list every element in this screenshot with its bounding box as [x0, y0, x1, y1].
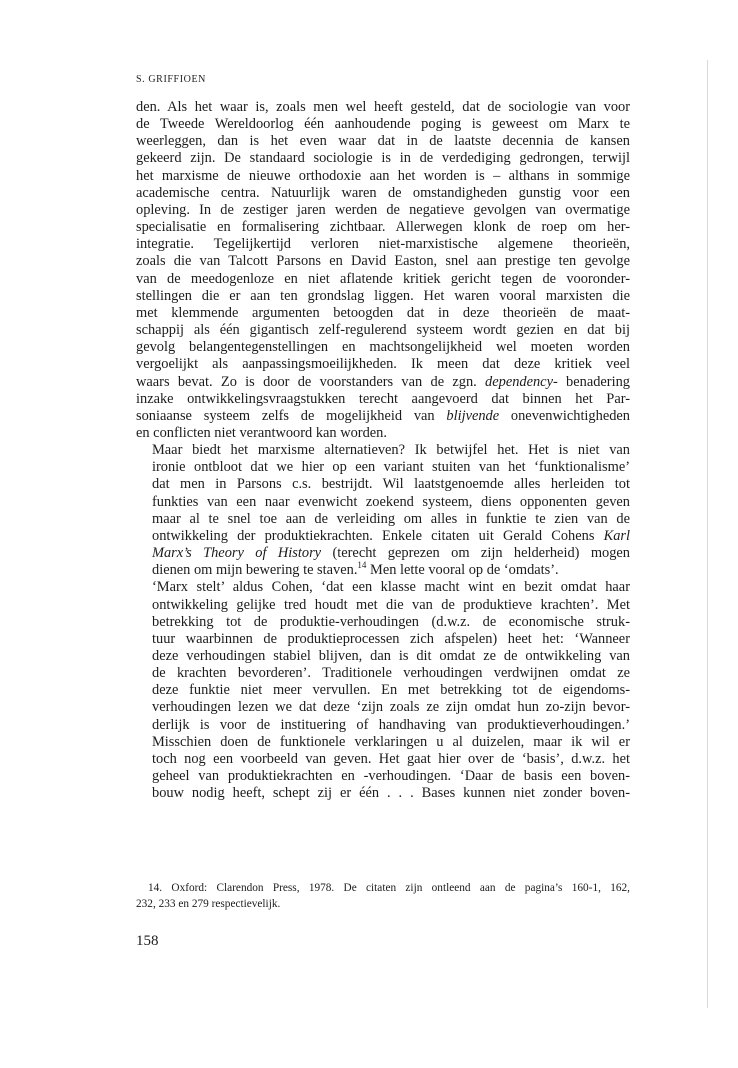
text-line: Maar biedt het marxisme alternatieven? Ik betwijfel het. Het is niet van	[152, 442, 630, 459]
text-line: soniaanse systeem zelfs de mogelijkheid van blijvende onevenwichtigheden	[136, 407, 630, 424]
text-line: academische centra. Natuurlijk waren de omstandigheden gunstig voor een	[136, 184, 630, 201]
text-line: inzake ontwikkelingsvraagstukken terecht aangevoerd dat binnen het Par-	[136, 390, 630, 407]
text-line: de krachten bevorderen’. Traditionele verhoudingen verdwijnen omdat ze	[152, 665, 630, 682]
footnote-line: 232, 233 en 279 respectievelijk.	[136, 898, 281, 910]
paragraph	[136, 579, 630, 802]
body-text	[136, 99, 630, 802]
text-line: het marxisme de nieuwe orthodoxie aan het worden is – althans in sommige	[136, 167, 630, 184]
text-line: zoals die van Talcott Parsons en David Easton, snel aan prestige ten gevolge	[136, 253, 630, 270]
footnote-line: 14. Oxford: Clarendon Press, 1978. De citaten zijn ontleend aan de pagina’s 160-1, 162,	[148, 882, 630, 894]
paragraph	[136, 99, 630, 442]
text-line: ‘Marx stelt’ aldus Cohen, ‘dat een klasse macht wint en bezit omdat haar	[152, 579, 630, 596]
text-line: opleving. In de zestiger jaren werden de negatieve gevolgen van overmatige	[136, 201, 630, 218]
text-line: deze verhoudingen stabiel blijven, dan is dit omdat ze de ontwikkeling van	[152, 648, 630, 664]
text-line: ontwikkeling der produktiekrachten. Enkele citaten uit Gerald Cohens Karl	[152, 527, 630, 544]
page-edge-shadow	[707, 60, 708, 1008]
text-line: schappij als één gigantisch zelf-regulerend systeem wordt gezien en dat bij	[136, 322, 630, 339]
text-line: met klemmende argumenten betoogden dat in deze theorieën de maat-	[136, 304, 630, 321]
text-line: tuur waarbinnen de produktieprocessen zich afspelen) heet het: ‘Wanneer	[152, 630, 630, 647]
text-line: de Tweede Wereldoorlog één aanhoudende poging is geweest om Marx te	[136, 116, 630, 133]
text-line: en conflicten niet verantwoord kan worden.	[136, 424, 387, 441]
text-line: bouw nodig heeft, schept zij er één . . . Bases kunnen niet zonder boven-	[152, 785, 630, 802]
text-line: gekeerd zijn. De standaard sociologie is in de verdediging gedrongen, terwijl	[136, 150, 630, 167]
text-line: Misschien doen de funktionele verklaringen u al duizelen, maar ik wil er	[152, 733, 630, 750]
text-line: dienen om mijn bewering te staven.$^{14}$ Men lette vooral op de ‘omdats’.	[152, 560, 559, 579]
text-line: stellingen die er aan ten grondslag liggen. Het waren vooral marxisten die	[136, 287, 630, 304]
text-line: den. Als het waar is, zoals men wel heeft gesteld, dat de sociologie van voor	[136, 99, 630, 115]
text-line: gevolg belangentegenstellingen en machtsongelijkheid wel moeten worden	[136, 339, 630, 356]
text-line: waars bevat. Zo is door de voorstanders van de zgn. dependency- benadering	[136, 373, 630, 390]
running-head: S. GRIFFIOEN	[136, 74, 206, 85]
paragraph	[136, 442, 630, 579]
text-line: verhoudingen lezen we dat deze ‘zijn zoals ze zijn omdat hun zo-zijn bevor-	[152, 699, 630, 716]
text-line: toch nog een voorbeeld van geven. Het gaat hier over de ‘basis’, d.w.z. het	[152, 750, 630, 767]
text-line: van de meedogenloze en niet aflatende kritiek gericht tegen de vooronder-	[136, 270, 630, 287]
text-line: dat men in Parsons c.s. bestrijdt. Wil laatstgenoemde alles herleiden tot	[152, 476, 630, 493]
text-line: specialisatie en formalisering zichtbaar. Allerwegen klonk de roep om her-	[136, 219, 630, 236]
text-line: weerleggen, dan is het even waar dat in de laatste decennia de kansen	[136, 133, 630, 150]
text-line: funkties van een naar evenwicht zoekend systeem, diens opponenten geven	[152, 493, 630, 510]
text-line: maar al te snel toe aan de verleiding om alles in funktie te zien van de	[152, 510, 630, 527]
text-line: Marx’s Theory of History (terecht geprezen om zijn helderheid) mogen	[152, 545, 631, 562]
text-line: betrekking tot de produktie-verhoudingen (d.w.z. de economische struk-	[152, 613, 630, 630]
footnote	[136, 880, 630, 912]
text-line: vergoelijkt als aanpassingsmoeilijkheden. Ik meen dat deze kritiek veel	[136, 356, 630, 373]
text-line: ontwikkeling gelijke tred houdt met die van de produktieve krachten’. Met	[152, 596, 630, 613]
text-line: integratie. Tegelijkertijd verloren niet-marxistische algemene theorieën,	[136, 236, 630, 253]
text-line: geheel van produktiekrachten en -verhoudingen. ‘Daar de basis een boven-	[152, 768, 630, 785]
text-line: deze funktie niet meer vervullen. En met betrekking tot de eigendoms-	[152, 682, 630, 699]
page-number: 158	[136, 933, 159, 949]
text-line: derlijk is voor de instituering of handhaving van produktieverhoudingen.’	[152, 716, 630, 733]
text-line: ironie ontbloot dat we hier op een variant stuiten van het ‘funktionalisme’	[152, 459, 630, 476]
